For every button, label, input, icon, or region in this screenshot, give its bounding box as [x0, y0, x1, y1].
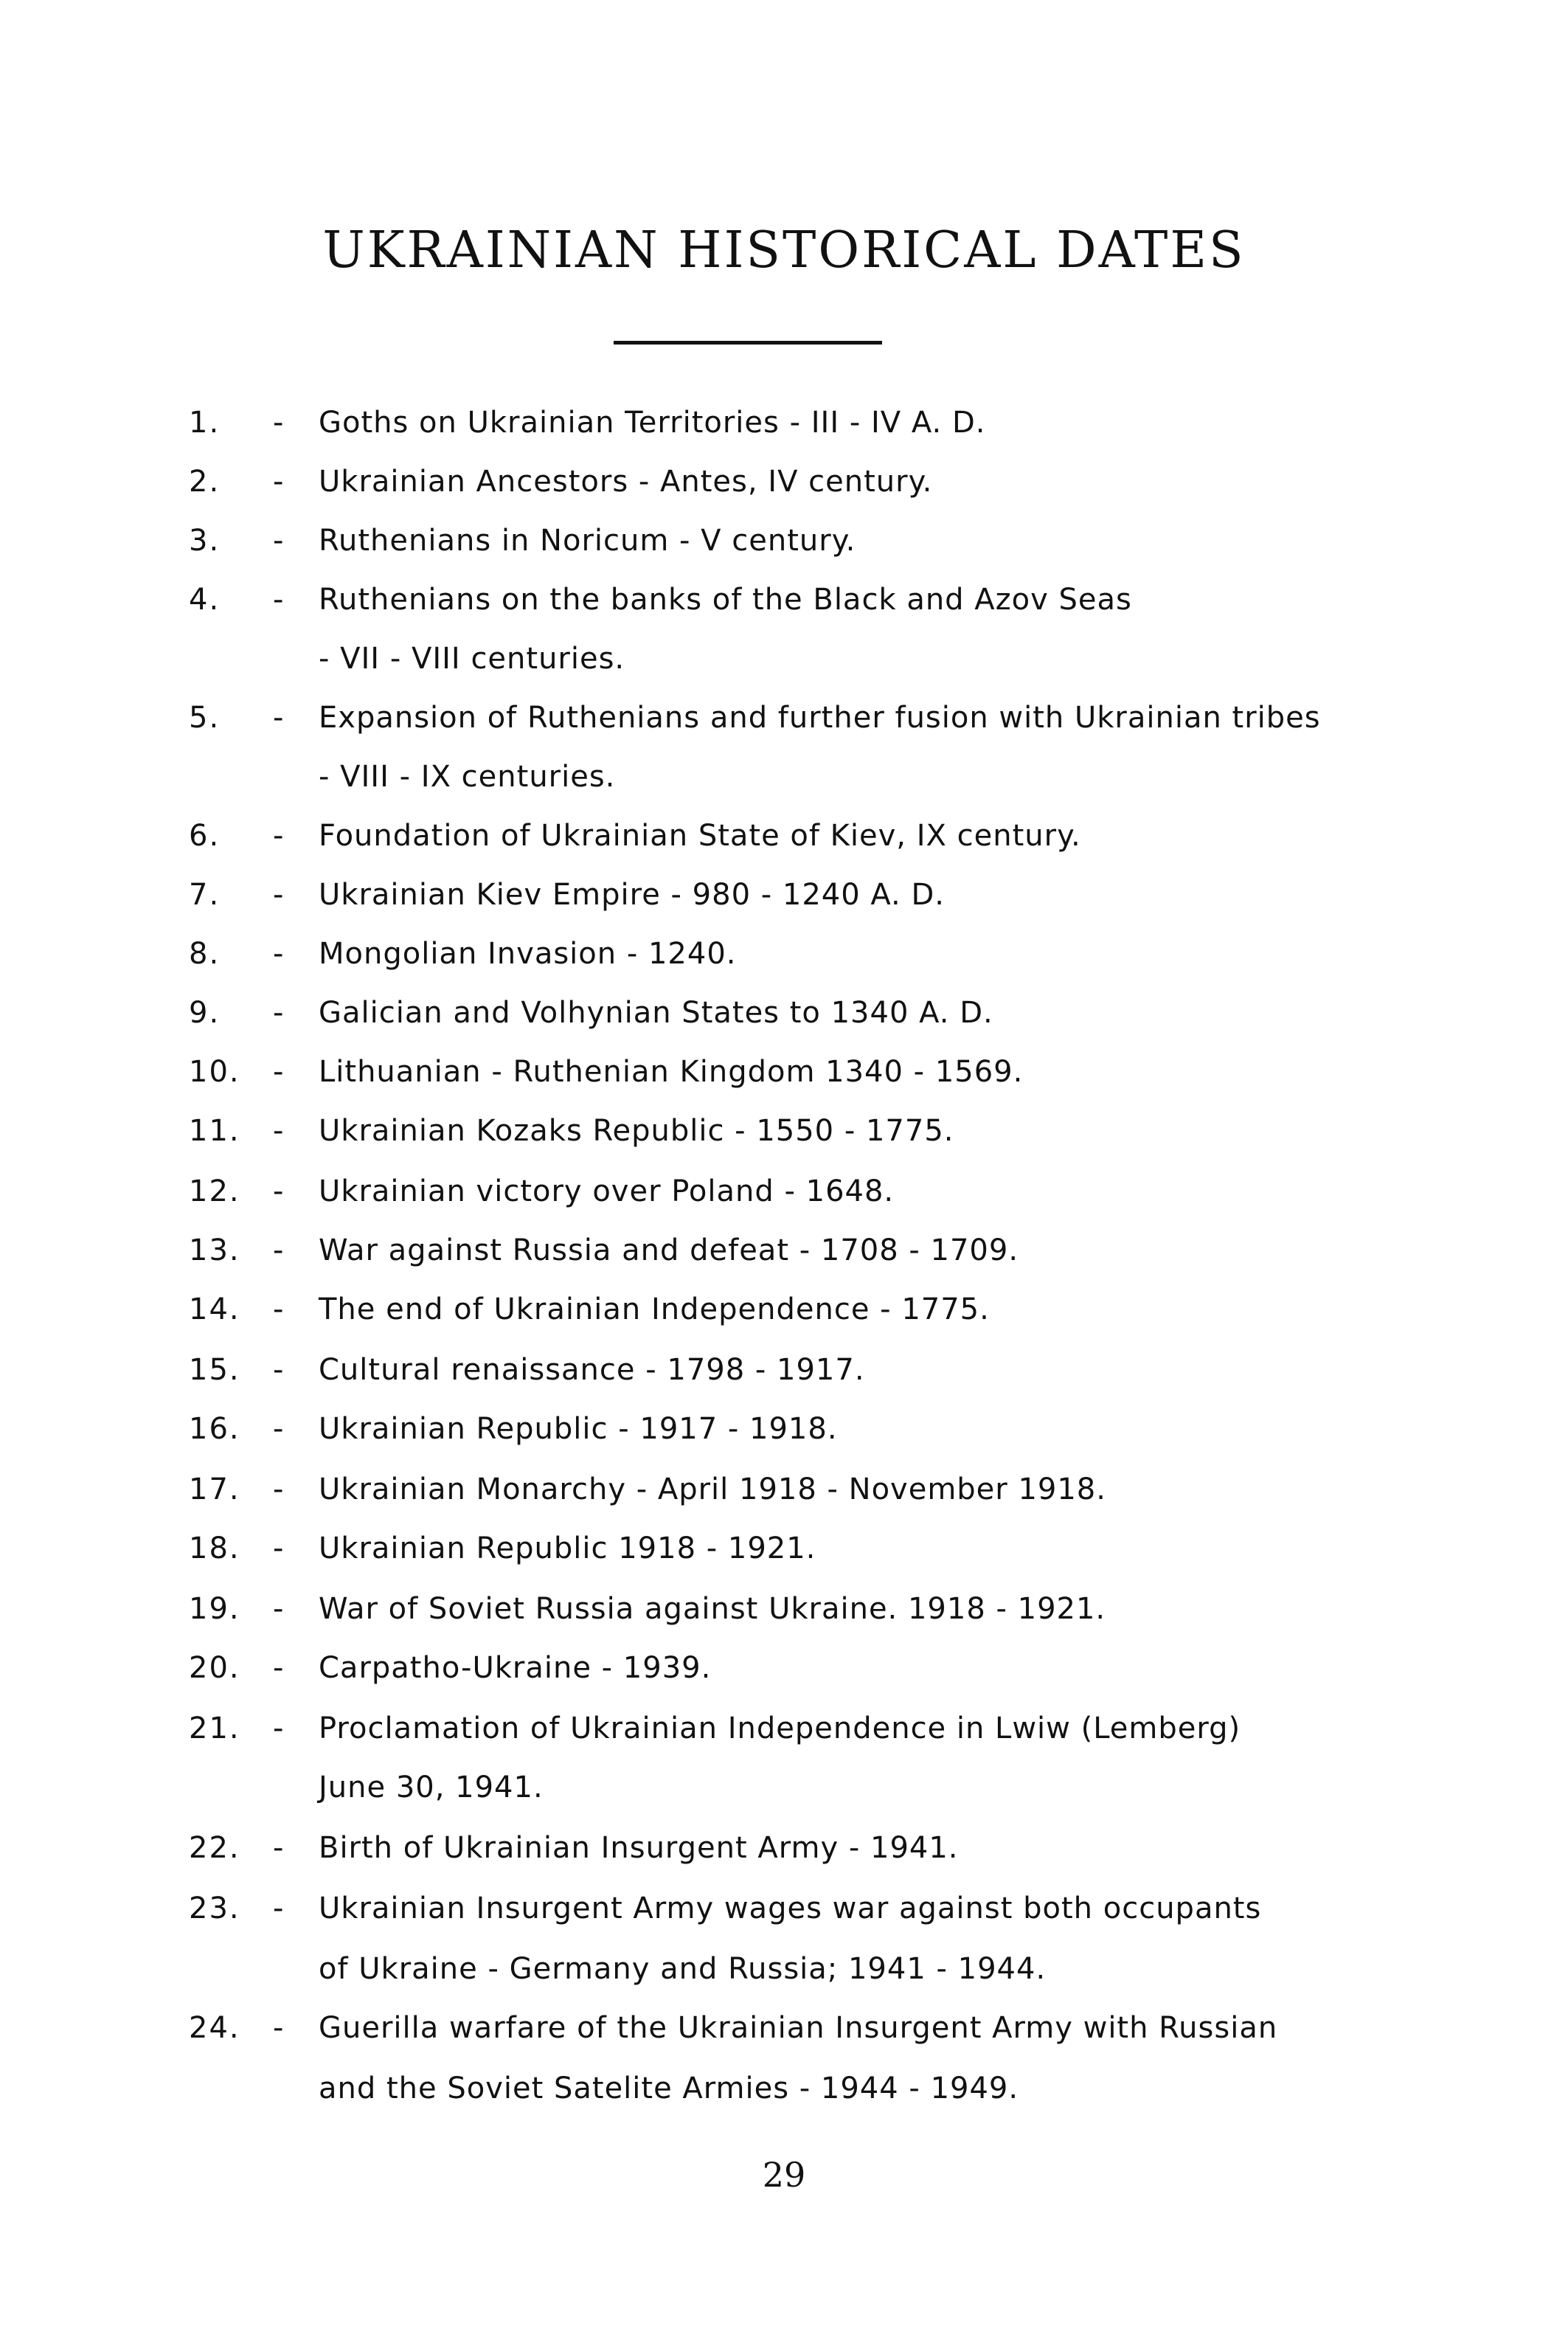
item-text: Expansion of Ruthenians and further fusion with Ukrainian tribes: [319, 701, 1321, 735]
item-text: War against Russia and defeat - 1708 - 1709.: [319, 1233, 1019, 1267]
item-number: 13.: [189, 1233, 240, 1267]
item-number: 4.: [189, 583, 221, 617]
item-number: 10.: [189, 1055, 240, 1089]
item-dash: -: [273, 524, 284, 558]
item-number: 14.: [189, 1292, 240, 1326]
item-text-continuation: - VIII - IX centuries.: [319, 760, 616, 794]
item-text: Ukrainian Republic - 1917 - 1918.: [319, 1412, 838, 1446]
item-text: Ukrainian Republic 1918 - 1921.: [319, 1532, 816, 1565]
item-text: Ukrainian Kiev Empire - 980 - 1240 A. D.: [319, 878, 946, 912]
item-dash: -: [273, 2011, 284, 2045]
item-number: 22.: [189, 1831, 240, 1865]
item-dash: -: [273, 465, 284, 499]
item-number: 11.: [189, 1114, 240, 1148]
item-number: 8.: [189, 937, 221, 971]
item-text: Galician and Volhynian States to 1340 A. D.: [319, 996, 993, 1030]
item-text: Ukrainian Ancestors - Antes, IV century.: [319, 465, 933, 499]
item-text: Ruthenians on the banks of the Black and Azov Seas: [319, 583, 1132, 617]
item-dash: -: [273, 406, 284, 440]
item-text: Ukrainian Kozaks Republic - 1550 - 1775.: [319, 1114, 954, 1148]
item-dash: -: [273, 996, 284, 1030]
item-number: 7.: [189, 878, 221, 912]
item-number: 16.: [189, 1412, 240, 1446]
item-number: 1.: [189, 406, 221, 440]
item-dash: -: [273, 1412, 284, 1446]
item-text-continuation: of Ukraine - Germany and Russia; 1941 - 1944.: [319, 1952, 1047, 1986]
item-dash: -: [273, 583, 284, 617]
item-dash: -: [273, 1055, 284, 1089]
page-number: 29: [762, 2155, 806, 2195]
item-number: 9.: [189, 996, 221, 1030]
item-text-continuation: June 30, 1941.: [319, 1771, 544, 1804]
item-text: Ukrainian Insurgent Army wages war against both occupants: [319, 1892, 1262, 1925]
item-dash: -: [273, 1174, 284, 1208]
item-dash: -: [273, 819, 284, 853]
item-number: 12.: [189, 1174, 240, 1208]
item-text: Carpatho-Ukraine - 1939.: [319, 1651, 712, 1685]
item-dash: -: [273, 1292, 284, 1326]
item-number: 5.: [189, 701, 221, 735]
item-text: Goths on Ukrainian Territories - III - IV A. D.: [319, 406, 986, 440]
item-dash: -: [273, 878, 284, 912]
item-dash: -: [273, 1651, 284, 1685]
item-number: 17.: [189, 1472, 240, 1506]
item-dash: -: [273, 1532, 284, 1565]
item-number: 6.: [189, 819, 221, 853]
item-dash: -: [273, 1831, 284, 1865]
item-number: 20.: [189, 1651, 240, 1685]
item-dash: -: [273, 937, 284, 971]
item-text: Cultural renaissance - 1798 - 1917.: [319, 1353, 865, 1387]
item-text-continuation: and the Soviet Satelite Armies - 1944 - 1949.: [319, 2072, 1019, 2105]
item-number: 2.: [189, 465, 221, 499]
item-dash: -: [273, 1233, 284, 1267]
item-number: 18.: [189, 1532, 240, 1565]
item-dash: -: [273, 701, 284, 735]
item-text: Proclamation of Ukrainian Independence in Lwiw (Lemberg): [319, 1712, 1241, 1745]
item-dash: -: [273, 1114, 284, 1148]
item-text: The end of Ukrainian Independence - 1775.: [319, 1292, 990, 1326]
page-title: UKRAINIAN HISTORICAL DATES: [322, 221, 1246, 280]
item-text: Ruthenians in Noricum - V century.: [319, 524, 856, 558]
item-dash: -: [273, 1592, 284, 1626]
item-text: Birth of Ukrainian Insurgent Army - 1941.: [319, 1831, 959, 1865]
item-text: Ukrainian victory over Poland - 1648.: [319, 1174, 895, 1208]
item-text-continuation: - VII - VIII centuries.: [319, 642, 625, 676]
item-number: 15.: [189, 1353, 240, 1387]
item-number: 21.: [189, 1712, 240, 1745]
item-dash: -: [273, 1892, 284, 1925]
item-text: Ukrainian Monarchy - April 1918 - November 1918.: [319, 1472, 1106, 1506]
item-dash: -: [273, 1472, 284, 1506]
item-dash: -: [273, 1353, 284, 1387]
item-text: Mongolian Invasion - 1240.: [319, 937, 737, 971]
item-number: 23.: [189, 1892, 240, 1925]
item-text: War of Soviet Russia against Ukraine. 1918 - 1921.: [319, 1592, 1106, 1626]
item-text: Guerilla warfare of the Ukrainian Insurgent Army with Russian: [319, 2011, 1278, 2045]
title-underline-rule: [614, 341, 882, 345]
item-number: 19.: [189, 1592, 240, 1626]
item-dash: -: [273, 1712, 284, 1745]
item-text: Foundation of Ukrainian State of Kiev, IX century.: [319, 819, 1081, 853]
item-text: Lithuanian - Ruthenian Kingdom 1340 - 1569.: [319, 1055, 1024, 1089]
item-number: 3.: [189, 524, 221, 558]
item-number: 24.: [189, 2011, 240, 2045]
